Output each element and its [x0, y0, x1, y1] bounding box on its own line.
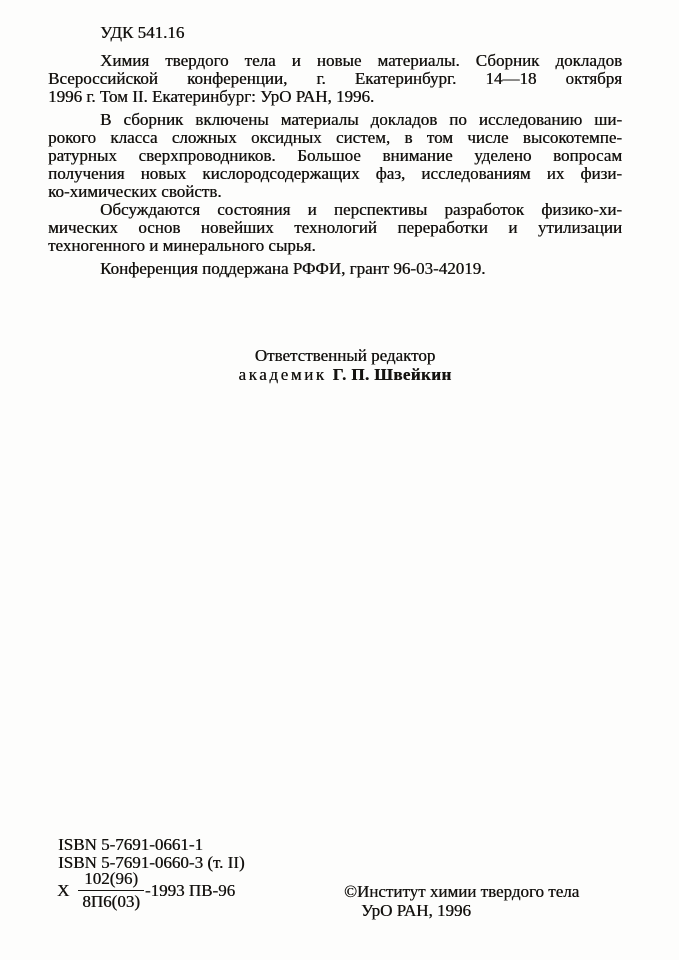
editor-rank: академик — [238, 365, 327, 384]
abstract-line: получения новых кислородсодержащих фаз, исследованиям их физи- — [48, 164, 622, 183]
isbn-line: ISBN 5-7691-0660-3 (т. II) — [58, 853, 245, 872]
copyright-year: УрО РАН, 1996 — [361, 901, 471, 920]
editor-name: Г. П. Швейкин — [332, 365, 452, 384]
imprint-text-block — [48, 24, 622, 278]
bibliography-line: Всероссийской конференции, г. Екатеринбург. 14—18 октября — [48, 69, 622, 88]
bibliography-line: Химия твердого тела и новые материалы. Сборник докладов — [100, 51, 622, 70]
catalog-suffix: -1993 ПВ-96 — [144, 880, 236, 900]
editor-role: Ответственный редактор — [254, 346, 436, 365]
abstract-line: техногенного и минерального сырья. — [48, 236, 316, 255]
isbn-block — [58, 836, 245, 872]
copyright-holder: ©Институт химии твердого тела — [344, 882, 580, 901]
grant-line: Конференция поддержана РФФИ, грант 96-03-42019. — [100, 259, 486, 278]
abstract-line: мических основ новейших технологий переработки и утилизации — [48, 218, 622, 237]
abstract-line: Обсуждаются состояния и перспективы разработок физико-хи- — [100, 200, 622, 219]
isbn-line: ISBN 5-7691-0661-1 — [58, 835, 203, 854]
catalog-code — [57, 869, 235, 912]
bibliography-line: 1996 г. Том II. Екатеринбург: УрО РАН, 1996. — [48, 87, 375, 106]
abstract-line: В сборник включены материалы докладов по исследованию ши- — [100, 110, 622, 129]
grant-note — [48, 260, 622, 278]
bibliographic-description — [48, 52, 622, 106]
editor-person — [11, 365, 679, 384]
udc-number: УДК 541.16 — [100, 23, 185, 42]
editor-block — [0, 346, 679, 384]
catalog-prefix: Х — [57, 880, 70, 900]
copyright-notice — [344, 882, 579, 920]
abstract-paragraph-2 — [48, 201, 622, 255]
catalog-fraction-denominator: 8П6(03) — [82, 892, 140, 911]
abstract-line: ратурных сверхпроводников. Большое внимание уделено вопросам — [48, 146, 622, 165]
catalog-fraction-numerator: 102(96) — [78, 869, 144, 891]
abstract-line: ко-химических свойств. — [48, 182, 222, 201]
abstract-line: рокого класса сложных оксидных систем, в том числе высокотемпе- — [48, 128, 622, 147]
catalog-fraction — [78, 869, 144, 912]
abstract-paragraph-1 — [48, 111, 622, 201]
